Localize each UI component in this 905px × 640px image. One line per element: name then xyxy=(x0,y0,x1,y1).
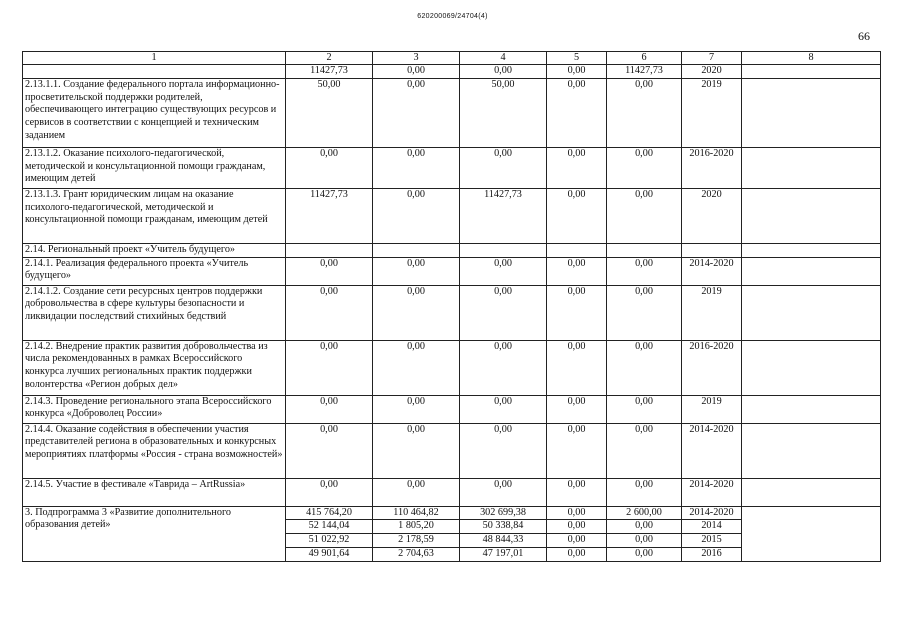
value-cell xyxy=(742,395,881,423)
value-cell xyxy=(286,243,373,257)
value-cell: 0,00 xyxy=(547,423,607,478)
program-name-cell: 3. Подпрограмма 3 «Развитие дополнительного образования детей» xyxy=(23,506,286,561)
table-row xyxy=(23,285,881,340)
value-cell: 0,00 xyxy=(547,534,607,548)
table-header-row xyxy=(23,52,881,65)
value-cell: 0,00 xyxy=(547,520,607,534)
value-cell: 11427,73 xyxy=(607,65,682,79)
measure-name-cell: 2.14.1.2. Создание сети ресурсных центров поддержки добровольчества в сфере культуры безопасности и ликвидации последствий стихийных бедствий xyxy=(23,285,286,340)
value-cell: 0,00 xyxy=(460,423,547,478)
value-cell: 0,00 xyxy=(286,395,373,423)
measure-name-cell: 2.13.1.1. Создание федерального портала информационно-просветительской поддержки родителей, обеспечивающего интеграцию существующих ресурсов и сервисов в соответствии с концепцией и техническим заданием xyxy=(23,78,286,147)
value-cell: 51 022,92 xyxy=(286,534,373,548)
measure-name-cell: 2.14.1. Реализация федерального проекта «Учитель будущего» xyxy=(23,257,286,285)
value-cell xyxy=(742,340,881,395)
value-cell xyxy=(742,257,881,285)
value-cell xyxy=(742,65,881,79)
column-number-header: 7 xyxy=(682,52,742,65)
column-number-header: 8 xyxy=(742,52,881,65)
measure-name-cell: 2.14.4. Оказание содействия в обеспечении участия представителей региона в образовательных и конкурсных мероприятиях платформы «Россия - страна возможностей» xyxy=(23,423,286,478)
value-cell: 415 764,20 xyxy=(286,506,373,520)
empty-column-8-cell xyxy=(742,506,881,561)
value-cell xyxy=(742,423,881,478)
value-cell: 0,00 xyxy=(373,188,460,243)
measure-name-cell: 2.14. Региональный проект «Учитель будущего» xyxy=(23,243,286,257)
column-number-header: 5 xyxy=(547,52,607,65)
value-cell: 2 600,00 xyxy=(607,506,682,520)
program-row xyxy=(23,506,881,520)
value-cell: 2 178,59 xyxy=(373,534,460,548)
value-cell: 0,00 xyxy=(607,188,682,243)
value-cell: 52 144,04 xyxy=(286,520,373,534)
value-cell: 0,00 xyxy=(547,506,607,520)
value-cell: 0,00 xyxy=(460,478,547,506)
value-cell: 110 464,82 xyxy=(373,506,460,520)
value-cell: 0,00 xyxy=(286,285,373,340)
value-cell: 2014-2020 xyxy=(682,423,742,478)
value-cell: 0,00 xyxy=(607,395,682,423)
table-row xyxy=(23,478,881,506)
value-cell: 0,00 xyxy=(460,340,547,395)
value-cell: 0,00 xyxy=(547,188,607,243)
table-row xyxy=(23,65,881,79)
value-cell: 0,00 xyxy=(547,147,607,188)
value-cell xyxy=(460,243,547,257)
value-cell: 0,00 xyxy=(607,520,682,534)
column-number-header: 1 xyxy=(23,52,286,65)
value-cell: 0,00 xyxy=(607,534,682,548)
value-cell: 2020 xyxy=(682,188,742,243)
value-cell: 0,00 xyxy=(607,257,682,285)
value-cell: 2014 xyxy=(682,520,742,534)
table-row xyxy=(23,257,881,285)
value-cell: 0,00 xyxy=(607,547,682,561)
value-cell: 0,00 xyxy=(547,395,607,423)
table-row xyxy=(23,423,881,478)
value-cell: 50,00 xyxy=(460,78,547,147)
value-cell: 0,00 xyxy=(460,147,547,188)
value-cell: 50 338,84 xyxy=(460,520,547,534)
value-cell xyxy=(682,243,742,257)
document-id: 620200069/24704(4) xyxy=(417,13,488,20)
value-cell xyxy=(742,243,881,257)
value-cell: 0,00 xyxy=(547,78,607,147)
value-cell: 0,00 xyxy=(373,65,460,79)
value-cell: 0,00 xyxy=(460,395,547,423)
value-cell xyxy=(547,243,607,257)
value-cell: 49 901,64 xyxy=(286,547,373,561)
value-cell: 2014-2020 xyxy=(682,478,742,506)
value-cell: 0,00 xyxy=(373,78,460,147)
value-cell: 0,00 xyxy=(547,478,607,506)
value-cell: 0,00 xyxy=(607,478,682,506)
value-cell: 11427,73 xyxy=(286,188,373,243)
value-cell xyxy=(742,478,881,506)
value-cell: 0,00 xyxy=(373,395,460,423)
value-cell: 2 704,63 xyxy=(373,547,460,561)
value-cell: 2019 xyxy=(682,395,742,423)
value-cell: 0,00 xyxy=(460,285,547,340)
value-cell: 0,00 xyxy=(607,78,682,147)
value-cell xyxy=(742,188,881,243)
value-cell: 0,00 xyxy=(373,285,460,340)
value-cell: 0,00 xyxy=(373,147,460,188)
value-cell: 0,00 xyxy=(373,423,460,478)
value-cell: 2016 xyxy=(682,547,742,561)
table-row xyxy=(23,243,881,257)
value-cell: 0,00 xyxy=(373,257,460,285)
measure-name-cell xyxy=(23,65,286,79)
value-cell: 47 197,01 xyxy=(460,547,547,561)
value-cell: 0,00 xyxy=(286,340,373,395)
value-cell: 2016-2020 xyxy=(682,340,742,395)
column-number-header: 3 xyxy=(373,52,460,65)
value-cell: 0,00 xyxy=(607,423,682,478)
value-cell xyxy=(607,243,682,257)
value-cell: 48 844,33 xyxy=(460,534,547,548)
column-number-header: 4 xyxy=(460,52,547,65)
value-cell: 11427,73 xyxy=(286,65,373,79)
table-row xyxy=(23,147,881,188)
value-cell: 1 805,20 xyxy=(373,520,460,534)
table-row xyxy=(23,188,881,243)
value-cell: 0,00 xyxy=(286,147,373,188)
column-number-header: 6 xyxy=(607,52,682,65)
value-cell xyxy=(742,147,881,188)
value-cell: 0,00 xyxy=(547,547,607,561)
value-cell: 2014-2020 xyxy=(682,506,742,520)
measure-name-cell: 2.13.1.3. Грант юридическим лицам на оказание психолого-педагогической, методической и консультационной помощи гражданам, имеющим детей xyxy=(23,188,286,243)
value-cell: 0,00 xyxy=(547,285,607,340)
table-row xyxy=(23,340,881,395)
table-row xyxy=(23,395,881,423)
page-number: 66 xyxy=(858,29,870,43)
value-cell: 2014-2020 xyxy=(682,257,742,285)
value-cell: 0,00 xyxy=(286,478,373,506)
measure-name-cell: 2.14.2. Внедрение практик развития добровольчества из числа рекомендованных в рамках Всероссийского конкурса лучших региональных практик поддержки волонтерства «Регион добрых дел» xyxy=(23,340,286,395)
value-cell: 302 699,38 xyxy=(460,506,547,520)
budget-table xyxy=(22,51,881,562)
value-cell: 0,00 xyxy=(607,340,682,395)
measure-name-cell: 2.14.3. Проведение регионального этапа Всероссийского конкурса «Доброволец России» xyxy=(23,395,286,423)
value-cell: 2019 xyxy=(682,285,742,340)
value-cell: 2016-2020 xyxy=(682,147,742,188)
value-cell: 0,00 xyxy=(607,147,682,188)
value-cell: 50,00 xyxy=(286,78,373,147)
value-cell: 0,00 xyxy=(607,285,682,340)
value-cell: 2020 xyxy=(682,65,742,79)
column-number-header: 2 xyxy=(286,52,373,65)
value-cell: 0,00 xyxy=(460,257,547,285)
value-cell: 0,00 xyxy=(547,340,607,395)
value-cell: 0,00 xyxy=(373,478,460,506)
measure-name-cell: 2.14.5. Участие в фестивале «Таврида – ArtRussia» xyxy=(23,478,286,506)
measure-name-cell: 2.13.1.2. Оказание психолого-педагогической, методической и консультационной помощи гражданам, имеющим детей xyxy=(23,147,286,188)
value-cell xyxy=(742,285,881,340)
value-cell xyxy=(373,243,460,257)
value-cell: 0,00 xyxy=(547,257,607,285)
value-cell: 11427,73 xyxy=(460,188,547,243)
value-cell: 0,00 xyxy=(286,257,373,285)
value-cell: 0,00 xyxy=(286,423,373,478)
value-cell: 2015 xyxy=(682,534,742,548)
value-cell: 0,00 xyxy=(373,340,460,395)
value-cell: 0,00 xyxy=(460,65,547,79)
value-cell: 0,00 xyxy=(547,65,607,79)
value-cell xyxy=(742,78,881,147)
value-cell: 2019 xyxy=(682,78,742,147)
table-row xyxy=(23,78,881,147)
